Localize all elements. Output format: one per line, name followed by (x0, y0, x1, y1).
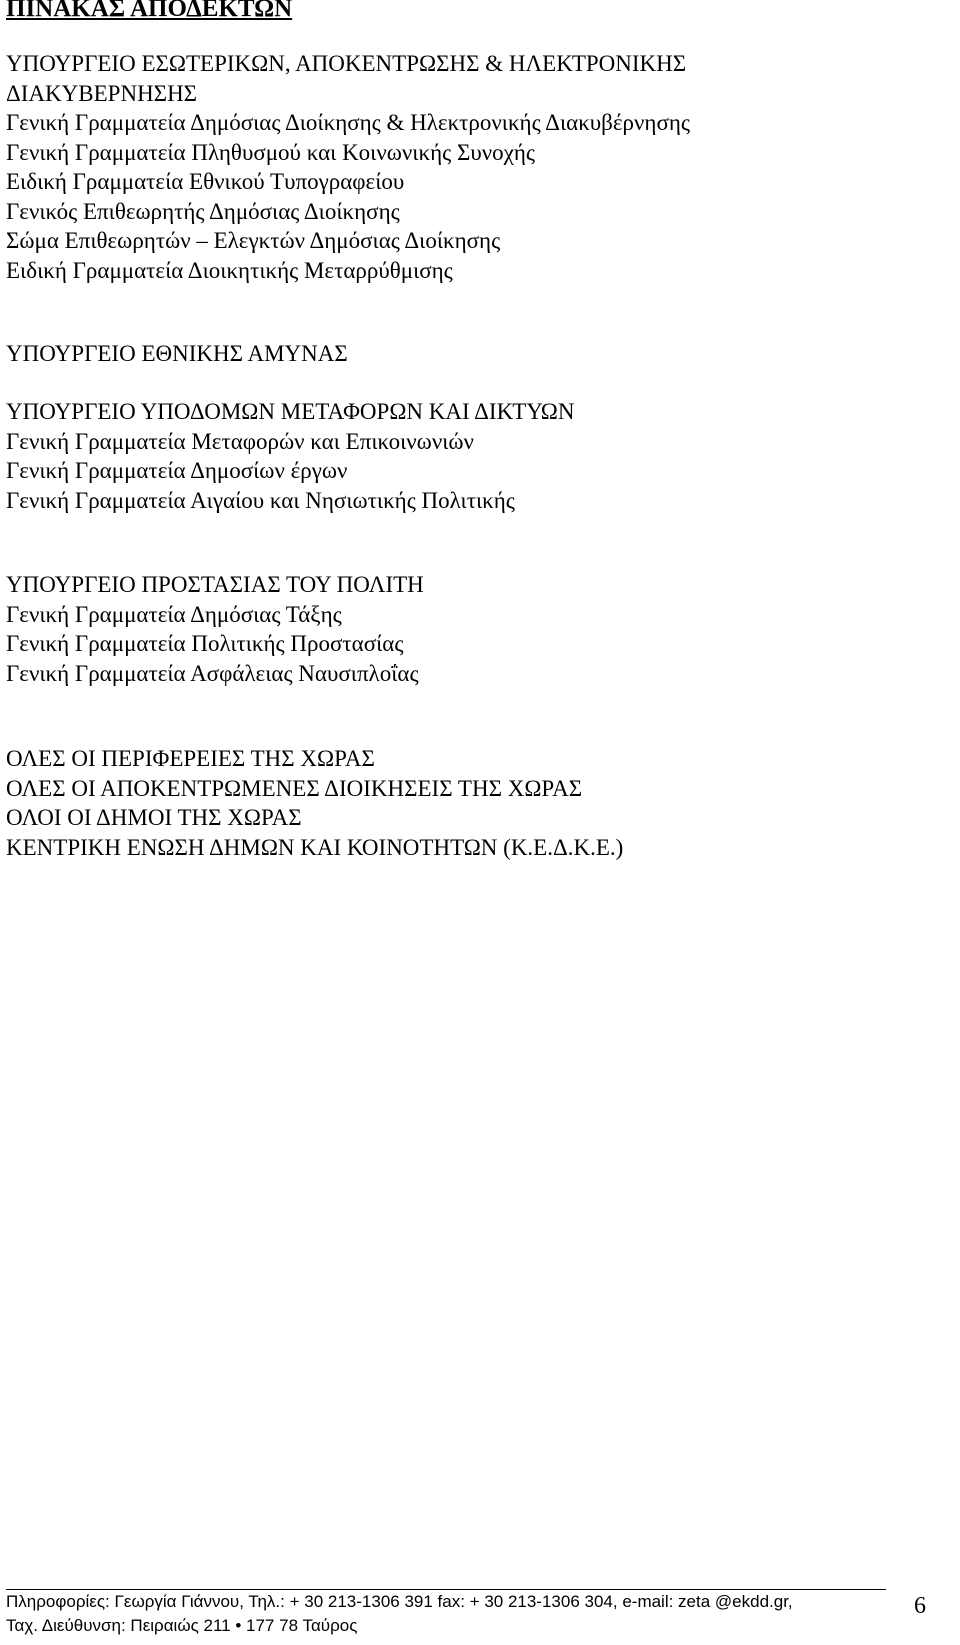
recipient-section-local-government (6, 744, 623, 862)
recipient-section-interior-ministry (6, 49, 690, 285)
ministry-heading: ΥΠΟΥΡΓΕΙΟ ΕΣΩΤΕΡΙΚΩΝ, ΑΠΟΚΕΝΤΡΩΣΗΣ & ΗΛΕΚΤΡΟΝΙΚΗΣ (6, 51, 687, 76)
recipient-line: Γενική Γραμματεία Δημόσιας Τάξης (6, 601, 342, 627)
recipient-line: Γενική Γραμματεία Δημόσιας Διοίκησης & Ηλεκτρονικής Διακυβέρνησης (6, 110, 690, 135)
recipient-line: Γενική Γραμματεία Πολιτικής Προστασίας (6, 631, 404, 656)
ministry-heading: ΥΠΟΥΡΓΕΙΟ ΕΘΝΙΚΗΣ ΑΜΥΝΑΣ (6, 341, 348, 366)
ministry-heading: ΥΠΟΥΡΓΕΙΟ ΥΠΟΔΟΜΩΝ ΜΕΤΑΦΟΡΩΝ ΚΑΙ ΔΙΚΤΥΩΝ (6, 399, 575, 424)
recipient-line: ΚΕΝΤΡΙΚΗ ΕΝΩΣΗ ΔΗΜΩΝ ΚΑΙ ΚΟΙΝΟΤΗΤΩΝ (Κ.Ε.Δ.Κ.Ε.) (6, 834, 624, 860)
recipient-line: ΟΛΕΣ ΟΙ ΠΕΡΙΦΕΡΕΙΕΣ ΤΗΣ ΧΩΡΑΣ (6, 746, 375, 771)
page-title: ΠΙΝΑΚΑΣ ΑΠΟΔΕΚΤΩΝ (6, 0, 293, 22)
recipient-line: Ειδική Γραμματεία Εθνικού Τυπογραφείου (6, 169, 405, 194)
page-number: 6 (914, 1593, 926, 1619)
recipient-line: ΟΛΟΙ ΟΙ ΔΗΜΟΙ ΤΗΣ ΧΩΡΑΣ (6, 805, 302, 830)
ministry-heading: ΥΠΟΥΡΓΕΙΟ ΠΡΟΣΤΑΣΙΑΣ ΤΟΥ ΠΟΛΙΤΗ (6, 572, 424, 597)
footer-postal-address: Ταχ. Διεύθυνση: Πειραιώς 211 • 177 78 Ταύρος (6, 1616, 358, 1635)
recipient-line: Γενική Γραμματεία Πληθυσμού και Κοινωνικής Συνοχής (6, 139, 535, 165)
ministry-heading-continued: ΔΙΑΚΥΒΕΡΝΗΣΗΣ (6, 80, 198, 106)
recipient-section-infrastructure-ministry (6, 397, 575, 515)
recipient-line: Γενική Γραμματεία Ασφάλειας Ναυσιπλοΐας (6, 660, 419, 686)
recipient-line: Γενική Γραμματεία Αιγαίου και Νησιωτικής Πολιτικής (6, 487, 515, 513)
footer-divider (6, 1589, 886, 1590)
recipient-line: ΟΛΕΣ ΟΙ ΑΠΟΚΕΝΤΡΩΜΕΝΕΣ ΔΙΟΙΚΗΣΕΙΣ ΤΗΣ ΧΩΡΑΣ (6, 775, 583, 801)
footer-contact-info: Πληροφορίες: Γεωργία Γιάννου, Τηλ.: + 30 213-1306 391 fax: + 30 213-1306 304, e-mail: zeta @ekdd.gr, (6, 1592, 793, 1611)
recipient-line: Γενικός Επιθεωρητής Δημόσιας Διοίκησης (6, 198, 400, 224)
recipient-line: Γενική Γραμματεία Μεταφορών και Επικοινωνιών (6, 428, 474, 454)
recipient-line: Ειδική Γραμματεία Διοικητικής Μεταρρύθμισης (6, 257, 453, 283)
recipient-line: Σώμα Επιθεωρητών – Ελεγκτών Δημόσιας Διοίκησης (6, 228, 501, 253)
recipient-line: Γενική Γραμματεία Δημοσίων έργων (6, 458, 348, 483)
recipient-section-defence-ministry (6, 339, 348, 369)
recipient-section-citizen-protection-ministry (6, 570, 424, 688)
